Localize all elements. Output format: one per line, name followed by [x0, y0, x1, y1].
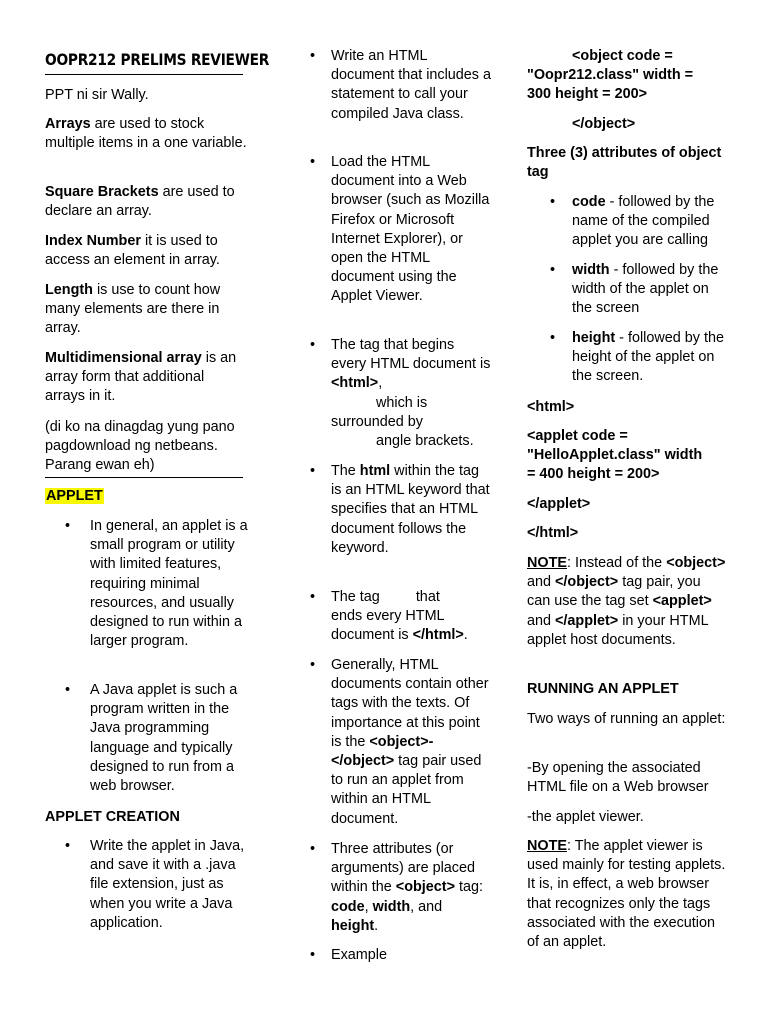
definition-text: is use to count how many elements are there in array. [45, 282, 221, 337]
bullet-icon: • [310, 337, 316, 353]
html-tag: <html> [331, 375, 379, 392]
html-tag: <applet> [652, 593, 712, 610]
attribute-name: code [331, 898, 365, 915]
text-run: tag pair, you can use the tag set [527, 574, 701, 610]
definition-term: Square Brackets [45, 184, 159, 200]
definition-term: Index Number [45, 233, 141, 249]
text-run: in your HTML applet host documents. [527, 612, 709, 648]
html-tag: </applet> [555, 612, 619, 629]
text-run: . [463, 627, 468, 644]
text-run: . [374, 917, 379, 934]
text-run: which is [376, 394, 428, 411]
code-line: <html> [527, 399, 575, 415]
list-item-text [331, 336, 493, 451]
attribute-term: code [572, 194, 606, 210]
title-underline [45, 74, 243, 75]
applet-heading [45, 487, 248, 506]
bullet-icon: • [310, 463, 316, 479]
section-divider [45, 477, 243, 478]
code-line: "HelloApplet.class" width [527, 447, 703, 464]
definition-term: Length [45, 282, 93, 298]
list-item-text [572, 329, 732, 387]
applet-heading-text: APPLET [46, 488, 103, 504]
attributes-heading-text: Three (3) attributes of object tag [527, 145, 722, 181]
text-run: tag: [454, 879, 483, 896]
definition-arrays [45, 115, 248, 153]
html-tag: </html> [412, 627, 464, 644]
way-one-text: -By opening the associated HTML file on a Web browser [527, 760, 709, 796]
text-run: Generally, HTML documents contain other tags with the texts. Of importance at this point is the [331, 657, 489, 750]
list-item-text [331, 588, 493, 646]
object-code-example [527, 47, 727, 105]
text-run: and [527, 574, 556, 591]
note-label: NOTE [527, 838, 567, 854]
bullet-icon: • [310, 589, 316, 605]
text-run: and [527, 612, 556, 629]
list-item-text [572, 261, 732, 319]
text-run: , and [410, 898, 443, 915]
code-line: = 400 height = 200> [527, 466, 660, 483]
bullet-icon: • [65, 682, 71, 698]
html-tag: <object> [395, 879, 455, 896]
definition-index-number [45, 232, 248, 270]
bullet-icon: • [310, 947, 316, 963]
document-title: OOPR212 PRELIMS REVIEWER [45, 50, 270, 69]
html-keyword: html [359, 463, 391, 479]
text-run: - followed by the name of the compiled applet you are calling [572, 194, 715, 249]
list-item-text: A Java applet is such a program written in the Java programming language and typically designed to run from a web browser. [90, 682, 238, 795]
text-run: , [364, 898, 373, 915]
text-run: Three attributes (or arguments) are placed within the [331, 841, 475, 896]
text-run: that [415, 589, 440, 605]
definition-text: are used to declare an array. [45, 184, 235, 220]
list-item-text: Example [331, 947, 387, 963]
text-run: within the tag is an HTML keyword that specifies that an HTML document follows the keyword. [331, 463, 490, 556]
note-object-applet [527, 554, 727, 650]
note-label: NOTE [527, 555, 567, 571]
applet-creation-heading [45, 808, 248, 827]
way-two-text: -the applet viewer. [527, 809, 644, 825]
bullet-icon: • [310, 48, 316, 64]
html-close-tag [527, 524, 727, 543]
code-line: <applet code = [527, 428, 628, 444]
html-tag: </object> [555, 574, 619, 591]
bullet-icon: • [310, 841, 316, 857]
text-run: The [331, 463, 360, 479]
definition-text: are used to stock multiple items in a one variable. [45, 116, 247, 152]
list-item-text [331, 656, 493, 829]
list-item-text: Load the HTML document into a Web browser (such as Mozilla Firefox or Microsoft Internet Explorer), or open the HTML document using the Applet Viewer. [331, 154, 490, 305]
text-run: - followed by the height of the applet on the screen. [572, 330, 724, 385]
text-run: surrounded by [331, 413, 424, 430]
attribute-name: width [372, 898, 411, 915]
html-tag: <object>-</object> [331, 733, 434, 770]
bullet-icon: • [550, 262, 556, 278]
intro-line: PPT ni sir Wally. [45, 87, 149, 103]
definition-term: Multidimensional array [45, 350, 202, 366]
list-item-text: In general, an applet is a small program or utility with limited features, requiring minimal resources, and usually designed to run within a larger program. [90, 518, 248, 650]
code-line: <object code = [572, 48, 673, 64]
bullet-icon: • [550, 330, 556, 346]
text-run: angle brackets. [376, 433, 474, 450]
code-line: </html> [527, 525, 579, 541]
bullet-icon: • [65, 518, 71, 534]
definition-multidimensional-array [45, 349, 248, 407]
object-close-tag [527, 115, 727, 134]
running-applet-heading [527, 680, 727, 699]
code-line: </object> [572, 116, 636, 132]
personal-note: (di ko na dinagdag yung pano pagdownload ng netbeans. Parang ewan eh) [45, 419, 235, 474]
text-run: ends every HTML document is [331, 608, 445, 644]
list-item-text [331, 462, 493, 558]
text-run: The tag [331, 589, 380, 605]
definition-term: Arrays [45, 116, 91, 132]
text-run: The tag that begins every HTML document is [331, 337, 491, 373]
bullet-icon: • [550, 194, 556, 210]
text-run: tag pair used to run an applet from within an HTML document. [331, 753, 482, 827]
applet-creation-heading-text: APPLET CREATION [45, 809, 180, 825]
text-run: : Instead of the [566, 555, 667, 571]
list-item-text: Write the applet in Java, and save it with a .java file extension, just as when you write a Java application. [90, 838, 245, 931]
note-applet-viewer [527, 837, 727, 952]
html-tag: <object> [666, 555, 726, 571]
bullet-icon: • [310, 154, 316, 170]
applet-close-tag [527, 495, 727, 514]
bullet-icon: • [310, 657, 316, 673]
bullet-icon: • [65, 838, 71, 854]
applet-code-example [527, 427, 727, 485]
list-item-text [572, 193, 732, 251]
definition-text: it is used to access an element in array. [45, 233, 220, 269]
text-run: , [378, 375, 383, 392]
two-ways-text: Two ways of running an applet: [527, 711, 726, 727]
definition-length [45, 281, 248, 339]
attribute-name: height [331, 917, 375, 934]
attribute-term: width [572, 262, 610, 278]
code-line: 300 height = 200> [527, 86, 647, 103]
attribute-term: height [572, 330, 616, 346]
attributes-heading [527, 144, 727, 182]
running-applet-heading-text: RUNNING AN APPLET [527, 681, 679, 697]
text-run: - followed by the width of the applet on the screen [572, 262, 719, 317]
list-item-text: Write an HTML document that includes a statement to call your compiled Java class. [331, 48, 491, 122]
code-line: </applet> [527, 496, 591, 512]
html-open-tag [527, 398, 727, 417]
definition-text: is an array form that additional arrays in it. [45, 350, 237, 405]
text-run: : The applet viewer is used mainly for testing applets. It is, in effect, a web browser that recognizes only the tags associated with the execution of an applet. [527, 838, 726, 951]
list-item-text [331, 840, 493, 936]
definition-square-brackets [45, 183, 248, 221]
code-line: "Oopr212.class" width = [527, 67, 694, 84]
